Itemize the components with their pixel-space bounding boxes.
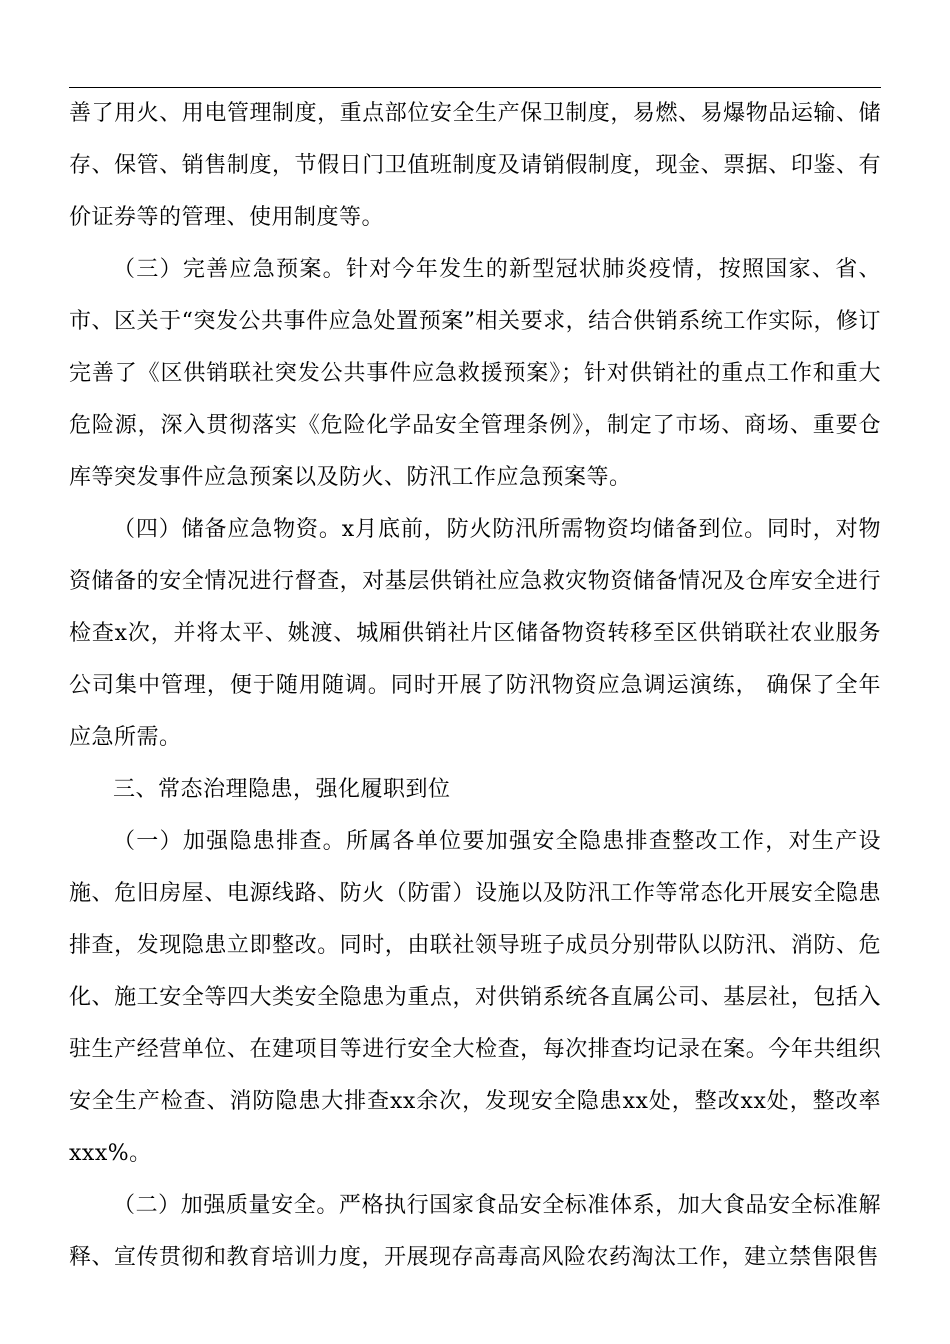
paragraph-emergency-plan: （三）完善应急预案。针对今年发生的新型冠状肺炎疫情，按照国家、省、市、区关于“突发公共事件应急处置预案”相关要求，结合供销系统工作实际，修订完善了《区供销联社突发公共事件应急救援预案》；针对供销社的重点工作和重大危险源，深入贯彻落实《危险化学品安全管理条例》，制定了市场、商场、重要仓库等突发事件应急预案以及防火、防汛工作应急预案等。 <box>69 257 881 490</box>
paragraph-continuation: 善了用火、用电管理制度，重点部位安全生产保卫制度，易燃、易爆物品运输、储存、保管、销售制度，节假日门卫值班制度及请销假制度，现金、票据、印鉴、有价证券等的管理、使用制度等。 <box>69 101 881 230</box>
section-heading: 三、常态治理隐患，强化履职到位 <box>113 777 451 802</box>
paragraph-hazard-inspection: （一）加强隐患排查。所属各单位要加强安全隐患排查整改工作，对生产设施、危旧房屋、电源线路、防火（防雷）设施以及防汛工作等常态化开展安全隐患排查，发现隐患立即整改。同时，由联社领导班子成员分别带队以防汛、消防、危化、施工安全等四大类安全隐患为重点，对供销系统各直属公司、基层社，包括入驻生产经营单位、在建项目等进行安全大检查，每次排查均记录在案。今年共组织安全生产检查、消防隐患大排查xx余次，发现安全隐患xx处，整改xx处，整改率xxx%。 <box>69 829 881 1166</box>
paragraph-emergency-supplies: （四）储备应急物资。x月底前，防火防汛所需物资均储备到位。同时，对物资储备的安全情况进行督查，对基层供销社应急救灾物资储备情况及仓库安全进行检查x次，并将太平、姚渡、城厢供销社片区储备物资转移至区供销联社农业服务公司集中管理，便于随用随调。同时开展了防汛物资应急调运演练， 确保了全年应急所需。 <box>69 517 881 750</box>
document-body <box>69 88 881 1284</box>
paragraph-quality-safety: （二）加强质量安全。严格执行国家食品安全标准体系，加大食品安全标准解释、宣传贯彻和教育培训力度，开展现存高毒高风险农药淘汰工作，建立禁售限售 <box>69 1193 881 1270</box>
